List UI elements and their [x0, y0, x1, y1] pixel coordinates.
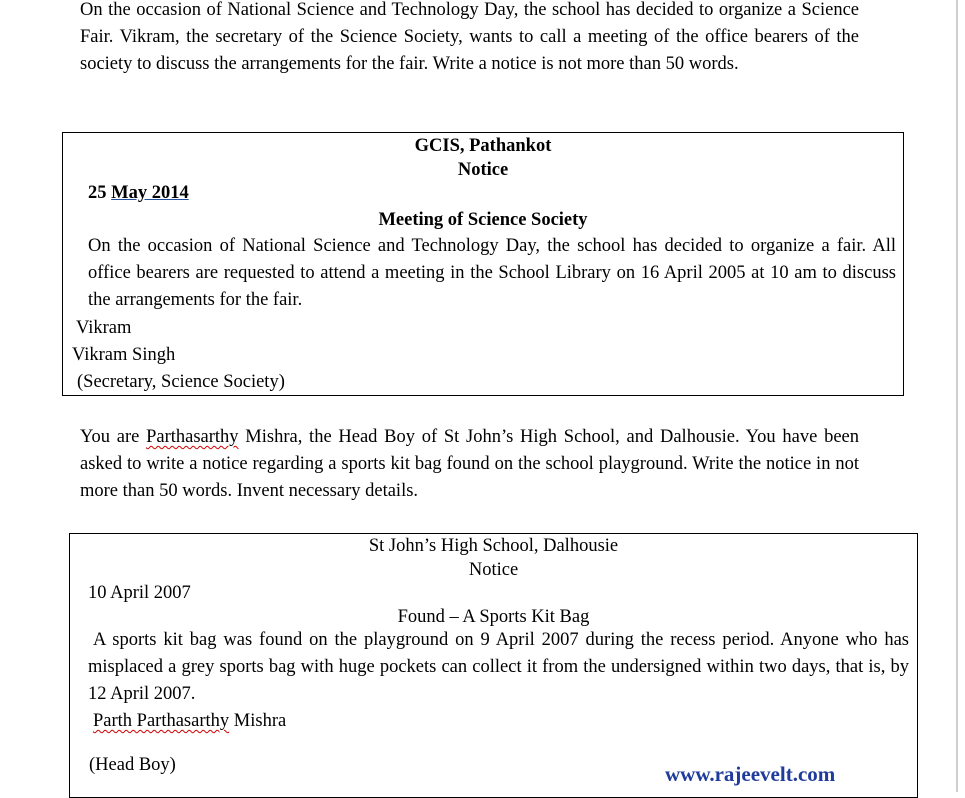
notice-1-subject: Meeting of Science Society: [378, 210, 588, 230]
notice-2-heading: Notice: [468, 560, 519, 580]
notice-2-signature-flagged: Parth Parthasarthy: [93, 711, 230, 731]
notice-2-signature-rest: Mishra: [233, 711, 287, 731]
notice-1-body: On the occasion of National Science and Technology Day, the school has decided to organize a fair. All office bearers are requested to attend a meeting in the School Library on 16 April 2005 at 10 am to discuss the arrangements for the fair.: [88, 236, 896, 310]
question-2-intro: You are: [80, 427, 140, 447]
notice-1-designation: (Secretary, Science Society): [77, 372, 285, 392]
notice-1-date: [88, 181, 189, 205]
question-2-body: Mishra, the Head Boy of St John’s High School, and Dalhousie. You have been asked to write a notice regarding a sports kit bag found on the school playground. Write the notice in not more than 50 words. Invent necessary details.: [80, 427, 859, 501]
watermark-link[interactable]: www.rajeevelt.com: [665, 762, 836, 786]
question-2-flagged-name: Parthasarthy: [146, 427, 239, 447]
notice-1-school: GCIS, Pathankot: [414, 136, 552, 156]
question-2-text: [80, 424, 859, 505]
notice-2-body: A sports kit bag was found on the playground on 9 April 2007 during the recess period. Anyone who has misplaced a grey sports bag with huge pockets can collect it from the undersigned within two days, that is, by 12 April 2007.: [88, 630, 909, 704]
notice-2-subject: Found – A Sports Kit Bag: [397, 607, 590, 627]
question-1-text: On the occasion of National Science and Technology Day, the school has decided to organize a Science Fair. Vikram, the secretary of the Science Society, wants to call a meeting of the office bearers of the society to discuss the arrangements for the fair. Write a notice is not more than 50 words.: [80, 0, 859, 74]
notice-1-signature-full: Vikram Singh: [72, 345, 176, 365]
notice-1-signature-first: Vikram: [76, 318, 132, 338]
notice-2-signature: [93, 709, 286, 733]
notice-2-designation: (Head Boy): [89, 755, 176, 775]
notice-1-heading: Notice: [457, 160, 509, 180]
notice-1-box: [62, 132, 904, 396]
notice-1-date-month-year: May 2014: [111, 183, 189, 203]
notice-1-date-day: 25: [88, 183, 107, 203]
notice-2-date: 10 April 2007: [88, 583, 191, 603]
page-edge: [956, 0, 958, 792]
notice-2-school: St John’s High School, Dalhousie: [368, 536, 619, 556]
notice-2-box: [69, 533, 918, 798]
